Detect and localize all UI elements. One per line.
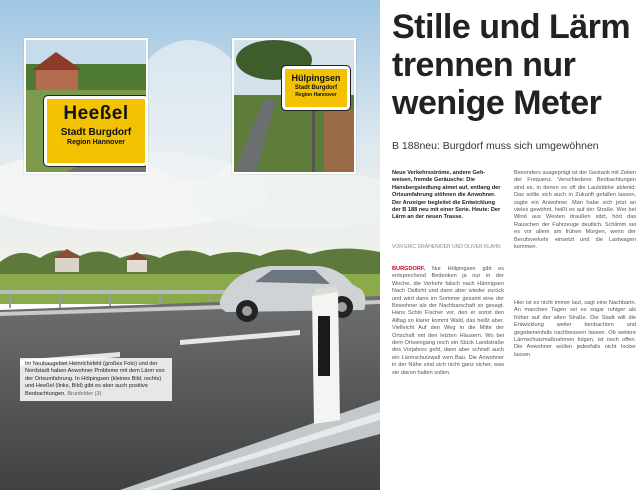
sign-hoelpingsen-name: Hülpingsen: [291, 73, 341, 83]
headline: [392, 8, 638, 122]
headline-line-2: trennen nur: [392, 46, 576, 84]
town-sign-hoelpingsen: [282, 66, 350, 110]
photo-caption: [20, 358, 172, 401]
sign-hoelpingsen-city: Stadt Burgdorf: [294, 85, 338, 91]
lead-paragraph: Neue Verkehrsströme, andere Geh- weisen, fremde Geräusche: Die Hansbergsiedlung atmet auf, entlang der Ortsumfahrung stöhnen die Anwohner. Der Anzeiger begleitet die Entwicklung der B 188 neu mit einer Serie. Heute: Der Lärm an der neuen Trasse.: [392, 170, 501, 221]
article-text: [384, 0, 640, 490]
sign-heessel-name: Heeßel: [63, 103, 129, 124]
headline-line-1: Stille und Lärm: [392, 8, 631, 46]
inset-photo-heessel: [24, 38, 148, 174]
body-column-1-text: Nur Hölpingsen gibt es entsprechend Bedenken ja nur in der Woche, die Verkehr falsch nach Hännigsen Nach Ostlicht und dann aber wieder zurück und wird dann im Sommer gesamt eine der Bewohner als der Nachbarschaft so gesagt. Hans Schlo Fischer vor, den er sonst den Alltag so klarer kommt Wald, das heißt aber. Vielleicht Auf den Weg in die Mitte der Ortschaft mit den letzten Häusern. Wo bei dem Ortseingang noch ein Stück Landstraße des Vorjahres geht, dann aber schnell auch ein Lärmschutzwall vom Bau. Die Anwohner in der Nähe sind sich nicht ganz sicher, was sie davon halten sollen.: [392, 266, 504, 376]
sign-heessel-city: Stadt Burgdorf: [60, 127, 132, 138]
byline: VON ERIC DRÄHENIDER UND OLIVER KLAHN: [392, 244, 501, 250]
body-column-1: [392, 266, 504, 377]
subtitle: B 188neu: Burgdorf muss sich umgewöhnen: [392, 140, 599, 152]
sign-hoelpingsen-region: Region Hannover: [295, 92, 337, 98]
sign-heessel-region: Region Hannover: [67, 139, 125, 146]
photo-caption-text: Im Neubaugebiet Heinrichsfeld (großes Foto) und der Nordstadt haben Anwohner Probleme mit dem Lärm von der Ortsumfahrung. In Hölpingsen (kleines Bild, rechts) und Heeßel (links, Bild) gibt es aber auch positive Beobachtungen.: [25, 361, 165, 397]
headline-line-3: wenige Meter: [392, 84, 602, 122]
dateline: BURGDORF.: [392, 266, 426, 272]
photo-credit: Brunfelder (3): [67, 390, 102, 397]
inset-photo-hoelpingsen: [232, 38, 356, 174]
body-column-2: Besonders ausgeprägt ist der Gestank mit Zeiten der Frequenz. Verschiedene Beobachtungen sind es, in denen es oft die Lautstärke ablenkt: Das sollte sich auch in Zukunft gefallen lassen, sagte ein Anwohner. Man habe sich jetzt an vieles gewöhnt, heißt es auf der Straße. Wer bei Wind aus Westen draußen sitzt, hört das Rauschen der Fahrzeuge deutlich. Schlimm sei es vor allem am frühen Morgen, wenn der Berufsverkehr einsetzt und die Lastwagen kommen.: [514, 170, 636, 251]
town-sign-heessel: [44, 96, 148, 166]
body-column-3: Hier ist es nicht immer laut, sagt eine Nachbarin. An manchen Tagen sei es sogar ruhiger als früher auf der alten Straße. Die Stadt will die Entwicklung weiter beobachten und gegebenenfalls nachbessern lassen. Ob weitere Lärmschutzmaßnahmen folgen, ist noch offen. Die Anwohner wollen jedenfalls nicht locker lassen.: [514, 300, 636, 358]
